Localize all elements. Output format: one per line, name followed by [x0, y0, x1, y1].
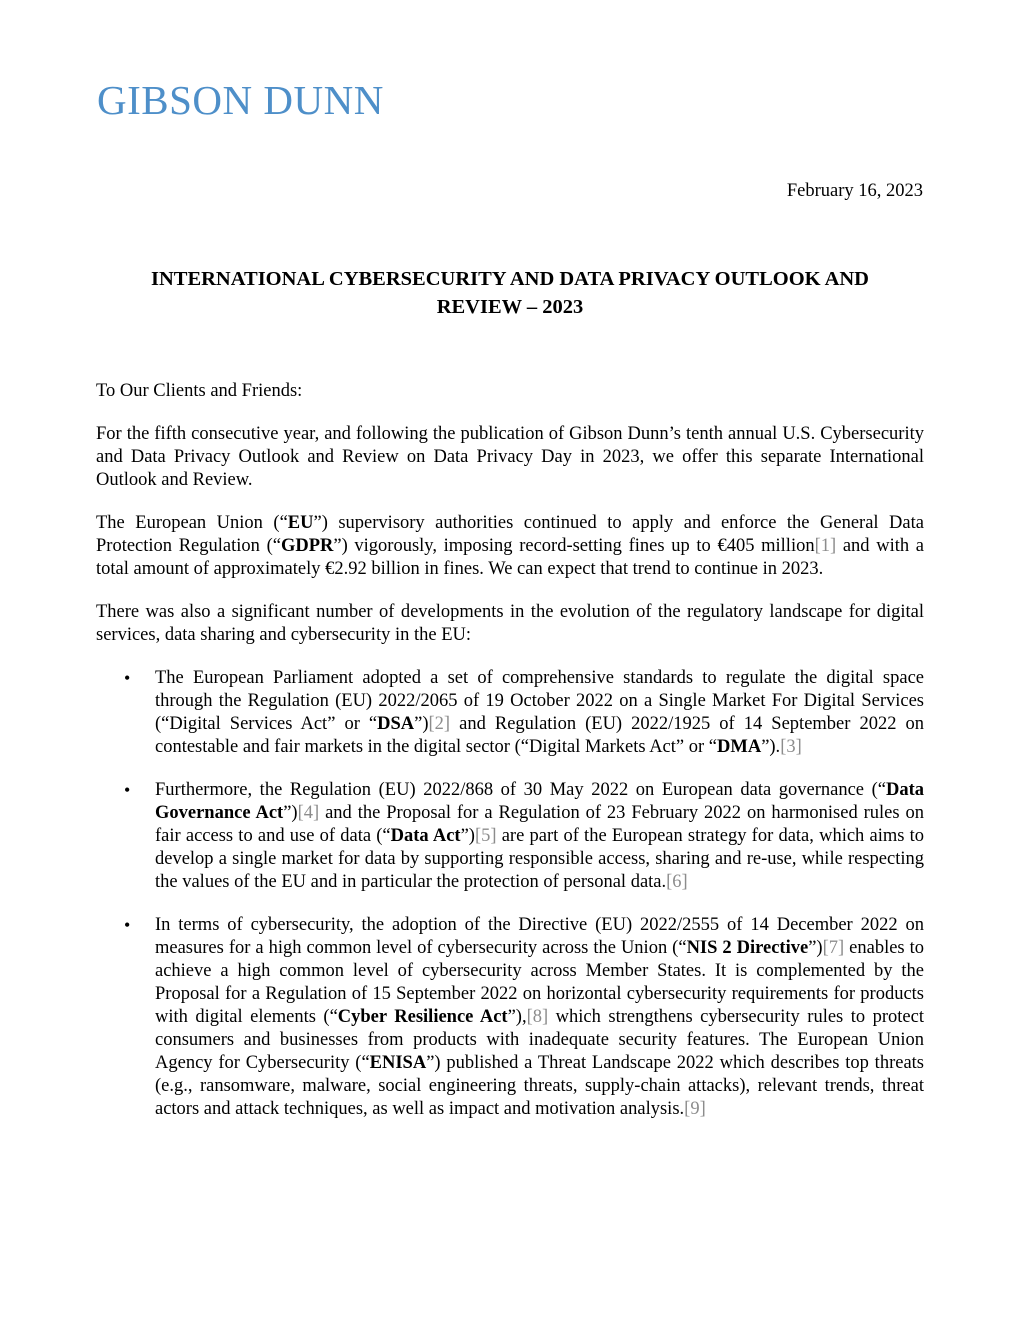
developments-list	[96, 667, 924, 1121]
text-run: The European Union (“	[96, 513, 288, 533]
text-run: which strengthens cybersecurity rules to protect consumers and businesses from products with inadequate security features. The European Union Agency for Cybersecurity (“	[155, 1007, 924, 1073]
footnote-link-1[interactable]: [1]	[814, 536, 837, 556]
text-run: and with a total amount of approximately €2.92 billion in fines. We can expect that trend to continue in 2023.	[96, 536, 924, 579]
text-run: enables to achieve a high common level of cybersecurity across Member States. It is complemented by the Proposal for a Regulation of 15 September 2022 on horizontal cybersecurity requirements for products with digital elements (“	[155, 938, 924, 1027]
footnote-link-6[interactable]: [6]	[666, 872, 688, 892]
bullet-icon: •	[124, 780, 131, 800]
text-run: and the Proposal for a Regulation of 23 February 2022 on harmonised rules on fair access to and use of data (“	[155, 803, 924, 846]
gdpr-paragraph	[96, 512, 924, 581]
text-run: ”).	[761, 737, 781, 757]
salutation: To Our Clients and Friends:	[96, 381, 303, 401]
text-run: are part of the European strategy for data, which aims to develop a single market for data by supporting responsible access, sharing and re-use, while respecting the values of the EU and in particular the protection of personal data.	[155, 826, 925, 892]
title-line-2: REVIEW – 2023	[436, 296, 584, 318]
text-run: and Regulation (EU) 2022/1925 of 14 September 2022 on contestable and fair markets in the digital sector (“Digital Markets Act” or “	[155, 714, 924, 757]
firm-logo: GIBSON DUNN	[97, 77, 384, 123]
intro-paragraph: For the fifth consecutive year, and following the publication of Gibson Dunn’s tenth annual U.S. Cybersecurity and Data Privacy Outlook and Review on Data Privacy Day in 2023, we offer this separate International Outlook and Review.	[96, 424, 924, 490]
term-dma: DMA	[717, 737, 762, 757]
footnote-link-3[interactable]: [3]	[780, 737, 802, 757]
term-gdpr: GDPR	[280, 536, 334, 556]
bullet-icon: •	[124, 915, 131, 935]
text-run: ”)	[414, 714, 429, 734]
text-run: ”) vigorously, imposing record-setting fines up to €405 million	[333, 536, 815, 556]
term-eu: EU	[287, 513, 314, 533]
document-title	[97, 265, 923, 321]
list-item-digital-services	[96, 667, 924, 759]
footnote-link-4[interactable]: [4]	[297, 803, 320, 823]
term-nis2-directive: NIS 2 Directive	[686, 938, 809, 958]
footnote-link-5[interactable]: [5]	[474, 826, 497, 846]
title-line-1: INTERNATIONAL CYBERSECURITY AND DATA PRIVACY OUTLOOK AND	[151, 268, 869, 290]
text-run: ”)	[283, 803, 298, 823]
text-run: The European Parliament adopted a set of comprehensive standards to regulate the digital space through the Regulation (EU) 2022/2065 of 19 October 2022 on a Single Market For Digital Services (“Digital Services Act” or “	[155, 668, 924, 734]
footnote-link-8[interactable]: [8]	[526, 1007, 549, 1027]
footnote-link-7[interactable]: [7]	[822, 938, 845, 958]
text-run: Furthermore, the Regulation (EU) 2022/868 of 30 May 2022 on European data governance (“	[155, 780, 886, 800]
text-run: ”)	[460, 826, 475, 846]
text-run: ”) published a Threat Landscape 2022 which describes top threats (e.g., ransomware, malware, social engineering threats, supply-chain attacks), relevant trends, threat actors and attack techniques, as well as impact and motivation analysis.	[155, 1053, 924, 1119]
footnote-link-9[interactable]: [9]	[684, 1099, 706, 1119]
developments-paragraph: There was also a significant number of developments in the evolution of the regulatory landscape for digital services, data sharing and cybersecurity in the EU:	[96, 602, 924, 645]
term-cyber-resilience-act: Cyber Resilience Act	[337, 1007, 508, 1027]
footnote-link-2[interactable]: [2]	[428, 714, 451, 734]
document-body	[96, 380, 924, 1141]
document-date: February 16, 2023	[786, 181, 923, 201]
text-run: ”) supervisory authorities continued to apply and enforce the General Data Protection Regulation (“	[96, 513, 924, 556]
list-item-data-governance	[96, 779, 924, 894]
text-run: ”)	[808, 938, 823, 958]
term-dsa: DSA	[377, 714, 415, 734]
term-data-act: Data Act	[390, 826, 461, 846]
list-item-cybersecurity	[96, 914, 924, 1121]
bullet-icon: •	[124, 668, 131, 688]
term-enisa: ENISA	[369, 1053, 427, 1073]
text-run: ”),	[507, 1007, 527, 1027]
text-run: In terms of cybersecurity, the adoption of the Directive (EU) 2022/2555 of 14 December 2022 on measures for a high common level of cybersecurity across the Union (“	[155, 915, 924, 958]
term-data-governance-act: Data Governance Act	[155, 780, 924, 823]
